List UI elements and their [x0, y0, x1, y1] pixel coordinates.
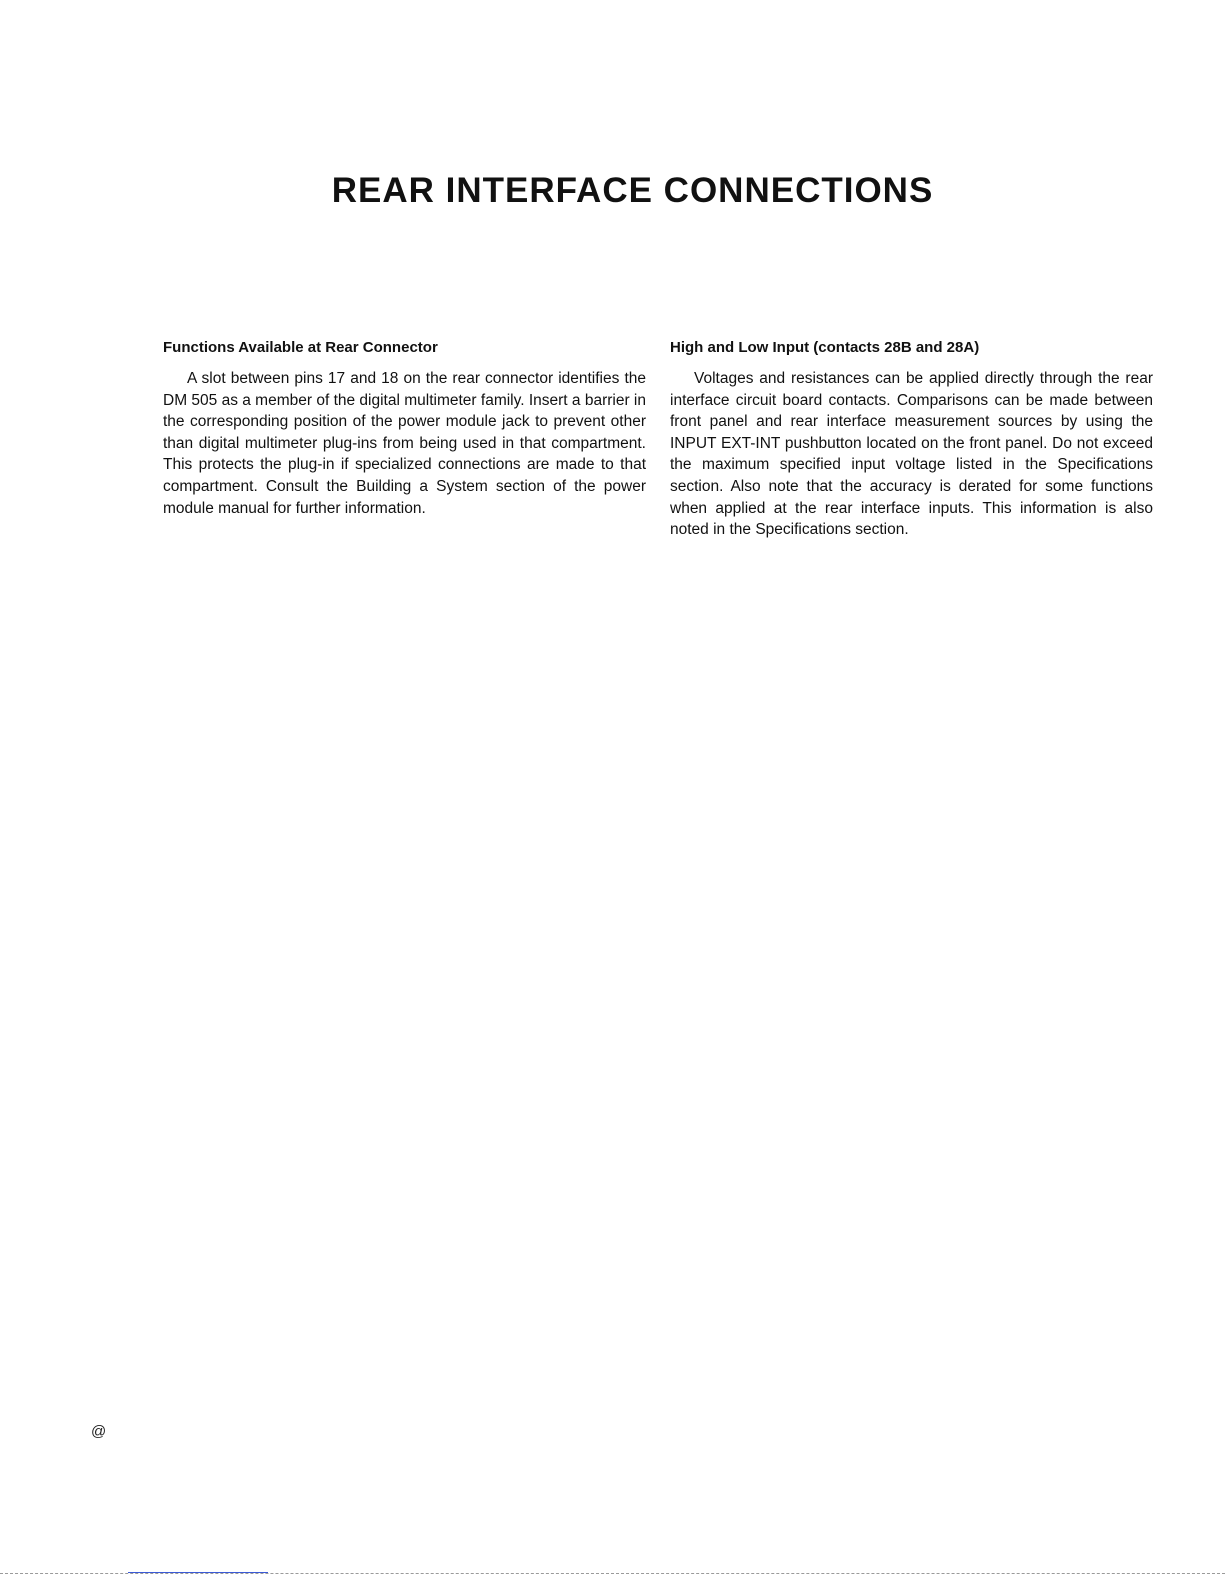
section-functions-available: [163, 338, 646, 519]
section-heading: Functions Available at Rear Connector: [163, 339, 438, 356]
footer-mark: @: [91, 1423, 107, 1440]
bottom-rule-accent: [128, 1572, 268, 1573]
section-high-low-input: [670, 338, 1153, 541]
page-title: REAR INTERFACE CONNECTIONS: [331, 171, 934, 210]
section-heading: High and Low Input (contacts 28B and 28A): [670, 339, 980, 356]
section-body: A slot between pins 17 and 18 on the rear connector identifies the DM 505 as a member of the digital multimeter family. Insert a barrier in the corresponding position of the power module jack to prevent other than digital multimeter plug-ins from being used in that compartment. This protects the plug-in if specialized connections are made to that compartment. Consult the Building a System section of the power module manual for further information.: [163, 370, 646, 517]
section-body: Voltages and resistances can be applied directly through the rear interface circuit board contacts. Comparisons can be made between front panel and rear interface measurement sources by using the INPUT EXT-INT pushbutton located on the front panel. Do not exceed the maximum specified input voltage listed in the Specifications section. Also note that the accuracy is derated for some functions when applied at the rear interface inputs. This information is also noted in the Specifications section.: [670, 370, 1153, 539]
bottom-rule: [0, 1573, 1225, 1574]
